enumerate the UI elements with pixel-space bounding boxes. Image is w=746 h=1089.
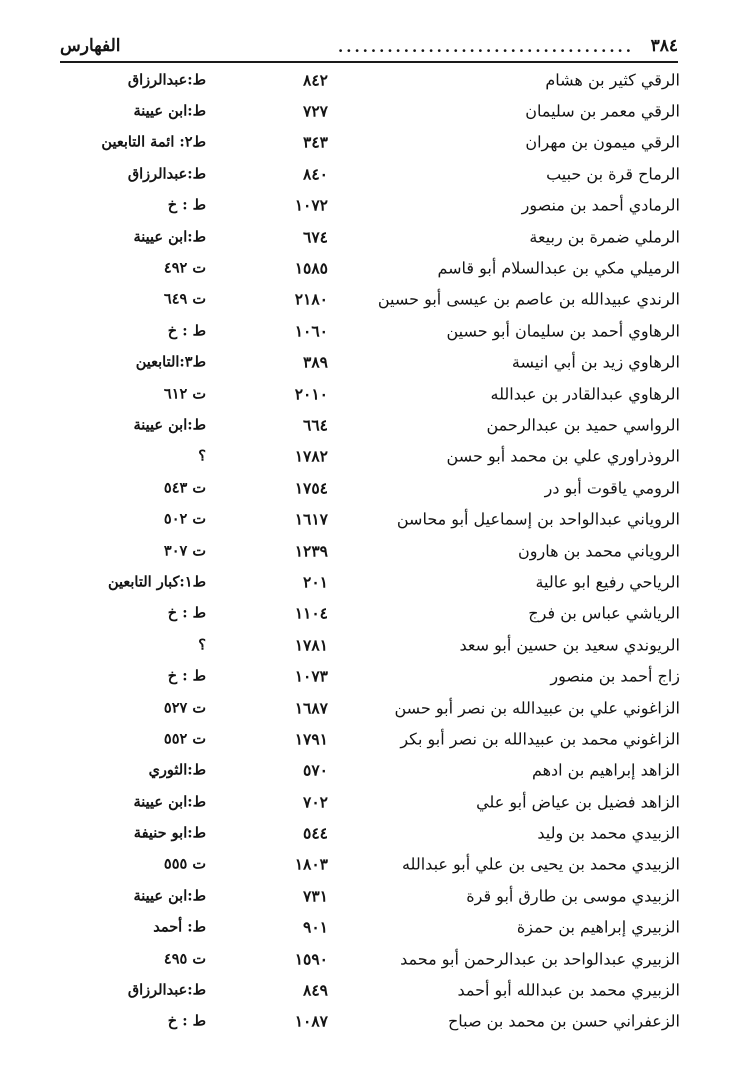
entry-source: ؟ [198, 636, 206, 654]
index-entry [60, 629, 680, 660]
entry-source: ت ٦١٢ [163, 385, 206, 403]
index-entry [60, 252, 680, 283]
entry-source: ط : خ [167, 604, 206, 622]
entry-number: ٩٠١ [303, 917, 328, 937]
entry-source: ت ٥٥٥ [163, 855, 206, 873]
entry-name: الرماح قرة بن حبيب [546, 164, 680, 184]
index-entry [60, 64, 680, 95]
entry-name: الزاغوني محمد بن عبيدالله بن نصر أبو بكر [400, 729, 680, 749]
entry-number: ٦٦٤ [303, 415, 328, 435]
entry-name: الروياني عبدالواحد بن إسماعيل أبو محاسن [396, 509, 680, 529]
entry-source: ط:الثوري [148, 761, 206, 779]
entry-source: ت ٥٥٢ [163, 730, 206, 748]
index-entry [60, 95, 680, 126]
page-title: الفهارس [60, 36, 121, 56]
entry-source: ط:ابن عيينة [133, 228, 206, 246]
entry-number: ١١٠٤ [294, 603, 328, 623]
entry-source: ط٣:التابعين [135, 353, 206, 371]
entry-name: الزبيدي محمد بن يحيى بن علي أبو عبدالله [401, 854, 680, 874]
entry-source: ط:عبدالرزاق [127, 71, 206, 89]
entry-name: الرواسي حميد بن عبدالرحمن [486, 415, 680, 435]
entry-source: ط : خ [167, 322, 206, 340]
entry-name: الرمادي أحمد بن منصور [521, 195, 680, 215]
index-entry [60, 1006, 680, 1037]
index-entry [60, 221, 680, 252]
entry-source: ط : خ [167, 1012, 206, 1030]
entry-name: الزبيدي محمد بن وليد [537, 823, 680, 843]
entry-number: ١٧٩١ [294, 729, 328, 749]
entry-number: ١٠٧٣ [294, 666, 328, 686]
entry-number: ١٧٨١ [294, 635, 328, 655]
entry-source: ؟ [198, 447, 206, 465]
entry-source: ط: أحمد [153, 918, 206, 936]
entry-number: ٥٧٠ [303, 760, 328, 780]
entry-number: ١٨٠٣ [294, 854, 328, 874]
entry-name: الزبيري إبراهيم بن حمزة [516, 917, 680, 937]
entry-source: ط٢: ائمة التابعين [101, 133, 206, 151]
entry-number: ٣٤٣ [303, 132, 328, 152]
entry-number: ١٦٨٧ [294, 698, 328, 717]
entry-source: ت ٥٤٣ [163, 479, 206, 497]
entry-name: الرهاوي زيد بن أبي انيسة [511, 352, 680, 372]
entry-number: ٣٨٩ [303, 352, 328, 372]
entry-number: ١٠٨٧ [294, 1011, 328, 1031]
entry-source: ت ٦٤٩ [163, 290, 206, 308]
entry-name: الرقي كثير بن هشام [545, 70, 680, 90]
entry-name: الزبيري عبدالواحد بن عبدالرحمن أبو محمد [400, 949, 680, 969]
entry-name: الرهاوي عبدالقادر بن عبدالله [490, 384, 680, 404]
entry-source: ط:ابن عيينة [133, 416, 206, 434]
entry-number: ٢٠١٠ [294, 384, 328, 404]
entry-number: ٢٠١ [303, 572, 328, 592]
index-entry [60, 472, 680, 503]
index-entry [60, 409, 680, 440]
entry-source: ط : خ [167, 196, 206, 214]
entry-source: ط:ابو حنيفة [133, 824, 206, 842]
entry-source: ت ٥٢٧ [163, 699, 206, 716]
entry-name: الزاهد إبراهيم بن ادهم [531, 760, 680, 780]
entry-number: ٥٤٤ [303, 823, 328, 843]
entry-name: الروذراوري علي بن محمد أبو حسن [446, 446, 680, 466]
index-entry [60, 158, 680, 189]
entry-name: الرقي ميمون بن مهران [525, 132, 680, 152]
index-entry [60, 817, 680, 848]
entry-source: ط:عبدالرزاق [127, 981, 206, 999]
entry-name: زاج أحمد بن منصور [550, 666, 680, 686]
entry-number: ١٦١٧ [294, 509, 328, 529]
entry-source: ط:ابن عيينة [133, 887, 206, 905]
entry-number: ١٥٩٠ [294, 949, 328, 969]
index-entry [60, 535, 680, 566]
entry-name: الريوندي سعيد بن حسين أبو سعد [459, 635, 680, 655]
entry-source: ت ٤٩٥ [163, 950, 206, 968]
entry-name: الرقي معمر بن سليمان [525, 101, 680, 121]
entry-number: ٨٤٩ [303, 980, 328, 1000]
entry-number: ١٠٧٢ [294, 195, 328, 215]
entry-number: ٧٢٧ [303, 101, 328, 121]
entry-name: الروياني محمد بن هارون [518, 541, 680, 561]
header-rule [60, 61, 678, 63]
entry-name: الرومي ياقوت أبو در [544, 478, 680, 498]
index-entry [60, 660, 680, 691]
entry-number: ٢١٨٠ [294, 289, 328, 309]
entry-source: ط:ابن عيينة [133, 102, 206, 120]
index-entry [60, 378, 680, 409]
entry-name: الزاهد فضيل بن عياض أبو علي [476, 792, 680, 812]
entry-number: ١٠٦٠ [294, 321, 328, 341]
entry-source: ت ٤٩٢ [163, 259, 206, 277]
entry-name: الرياحي رفيع ابو عالية [535, 572, 680, 592]
index-entry [60, 566, 680, 597]
index-list [60, 64, 680, 1037]
entry-name: الزبيدي موسى بن طارق أبو قرة [466, 886, 680, 906]
entry-name: الرهاوي أحمد بن سليمان أبو حسين [446, 321, 680, 341]
index-entry [60, 315, 680, 346]
entry-name: الزاغوني علي بن عبيدالله بن نصر أبو حسن [394, 698, 680, 717]
entry-source: ط١:كبار التابعين [107, 573, 206, 591]
entry-number: ٦٧٤ [303, 227, 328, 247]
entry-source: ط : خ [167, 667, 206, 685]
page-number: ٣٨٤ [650, 36, 678, 56]
index-entry [60, 849, 680, 880]
entry-number: ١٥٨٥ [294, 258, 328, 278]
entry-source: ط:ابن عيينة [133, 793, 206, 811]
entry-number: ٨٤٠ [303, 164, 328, 184]
index-entry [60, 441, 680, 472]
entry-number: ١٧٥٤ [294, 478, 328, 498]
index-entry [60, 943, 680, 974]
entry-name: الرندي عبيدالله بن عاصم بن عيسى أبو حسين [377, 289, 680, 309]
index-entry [60, 755, 680, 786]
index-entry [60, 190, 680, 221]
header-dot-leader: .................................... [338, 38, 634, 56]
index-entry [60, 347, 680, 378]
entry-number: ٧٣١ [303, 886, 328, 906]
index-entry [60, 503, 680, 534]
entry-name: الزعفراني حسن بن محمد بن صباح [447, 1011, 680, 1031]
index-entry [60, 974, 680, 1005]
page-header [60, 36, 678, 60]
entry-number: ١٧٨٢ [294, 446, 328, 466]
index-entry [60, 912, 680, 943]
index-entry [60, 127, 680, 158]
index-entry [60, 723, 680, 754]
entry-source: ت ٣٠٧ [163, 542, 206, 560]
entry-source: ط:عبدالرزاق [127, 165, 206, 183]
entry-name: الرميلي مكي بن عبدالسلام أبو قاسم [437, 258, 680, 278]
index-entry [60, 786, 680, 817]
entry-number: ١٢٣٩ [294, 541, 328, 561]
entry-source: ت ٥٠٢ [163, 510, 206, 528]
entry-name: الزبيري محمد بن عبدالله أبو أحمد [457, 980, 680, 1000]
entry-name: الرياشي عباس بن فرج [528, 603, 680, 623]
entry-number: ٧٠٢ [303, 792, 328, 812]
entry-name: الرملي ضمرة بن ربيعة [529, 227, 680, 247]
index-entry [60, 284, 680, 315]
entry-number: ٨٤٢ [303, 70, 328, 90]
index-entry [60, 598, 680, 629]
index-entry [60, 692, 680, 723]
index-entry [60, 880, 680, 911]
